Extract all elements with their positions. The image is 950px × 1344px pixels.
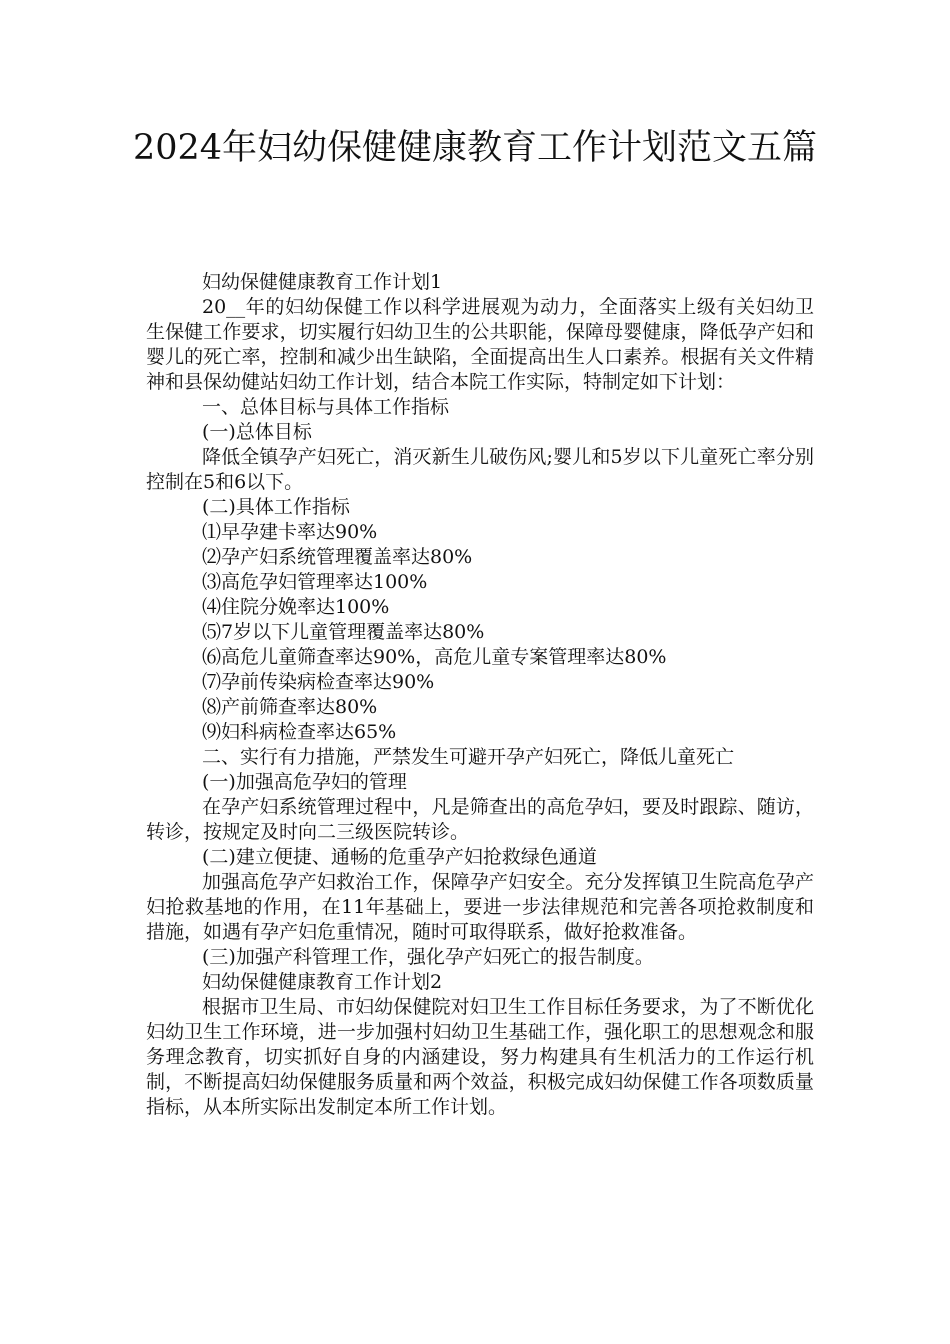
paragraph: 在孕产妇系统管理过程中，凡是筛查出的高危孕妇，要及时跟踪、随访，转诊，按规定及时向二三级医院转诊。	[146, 796, 814, 843]
paragraph: 加强高危孕产妇救治工作，保障孕产妇安全。充分发挥镇卫生院高危孕产妇抢救基地的作用，在11年基础上，要进一步法律规范和完善各项抢救制度和措施，如遇有孕产妇危重情况，随时可取得联系，做好抢救准备。	[146, 871, 814, 943]
list-item: ⑵孕产妇系统管理覆盖率达80%	[202, 546, 473, 568]
document-title: 2024年妇幼保健健康教育工作计划范文五篇	[132, 128, 818, 168]
section-heading: 妇幼保健健康教育工作计划2	[202, 971, 443, 993]
paragraph: 20__年的妇幼保健工作以科学进展观为动力，全面落实上级有关妇幼卫生保健工作要求，切实履行妇幼卫生的公共职能，保障母婴健康，降低孕产妇和婴儿的死亡率，控制和减少出生缺陷，全面提高出生人口素养。根据有关文件精神和县保幼健站妇幼工作计划，结合本院工作实际，特制定如下计划：	[146, 296, 814, 393]
list-item: ⑻产前筛查率达80%	[202, 696, 378, 718]
subsection-heading: (二)建立便捷、通畅的危重孕产妇抢救绿色通道	[202, 846, 597, 868]
list-item: ⑼妇科病检查率达65%	[202, 721, 397, 743]
subsection-heading: (二)具体工作指标	[202, 496, 350, 518]
list-item: ⑹高危儿童筛查率达90%，高危儿童专案管理率达80%	[202, 646, 667, 668]
subsection-heading: (一)加强高危孕妇的管理	[202, 771, 407, 793]
subsection-heading: (一)总体目标	[202, 421, 312, 443]
subsection-heading: (三)加强产科管理工作，强化孕产妇死亡的报告制度。	[202, 946, 654, 968]
list-item: ⑺孕前传染病检查率达90%	[202, 671, 435, 693]
paragraph: 根据市卫生局、市妇幼保健院对妇卫生工作目标任务要求，为了不断优化妇幼卫生工作环境，进一步加强村妇幼卫生基础工作，强化职工的思想观念和服务理念教育，切实抓好自身的内涵建设，努力构建具有生机活力的工作运行机制，不断提高妇幼保健服务质量和两个效益，积极完成妇幼保健工作各项数质量指标，从本所实际出发制定本所工作计划。	[146, 996, 814, 1118]
paragraph: 降低全镇孕产妇死亡，消灭新生儿破伤风;婴儿和5岁以下儿童死亡率分别控制在5和6以下。	[146, 446, 814, 493]
list-item: ⑸7岁以下儿童管理覆盖率达80%	[202, 621, 485, 643]
section-heading: 一、总体目标与具体工作指标	[202, 396, 450, 418]
list-item: ⑴早孕建卡率达90%	[202, 521, 378, 543]
list-item: ⑷住院分娩率达100%	[202, 596, 390, 618]
section-heading: 二、实行有力措施，严禁发生可避开孕产妇死亡，降低儿童死亡	[202, 746, 735, 768]
section-heading: 妇幼保健健康教育工作计划1	[202, 271, 443, 293]
list-item: ⑶高危孕妇管理率达100%	[202, 571, 428, 593]
document-body	[146, 270, 814, 1120]
